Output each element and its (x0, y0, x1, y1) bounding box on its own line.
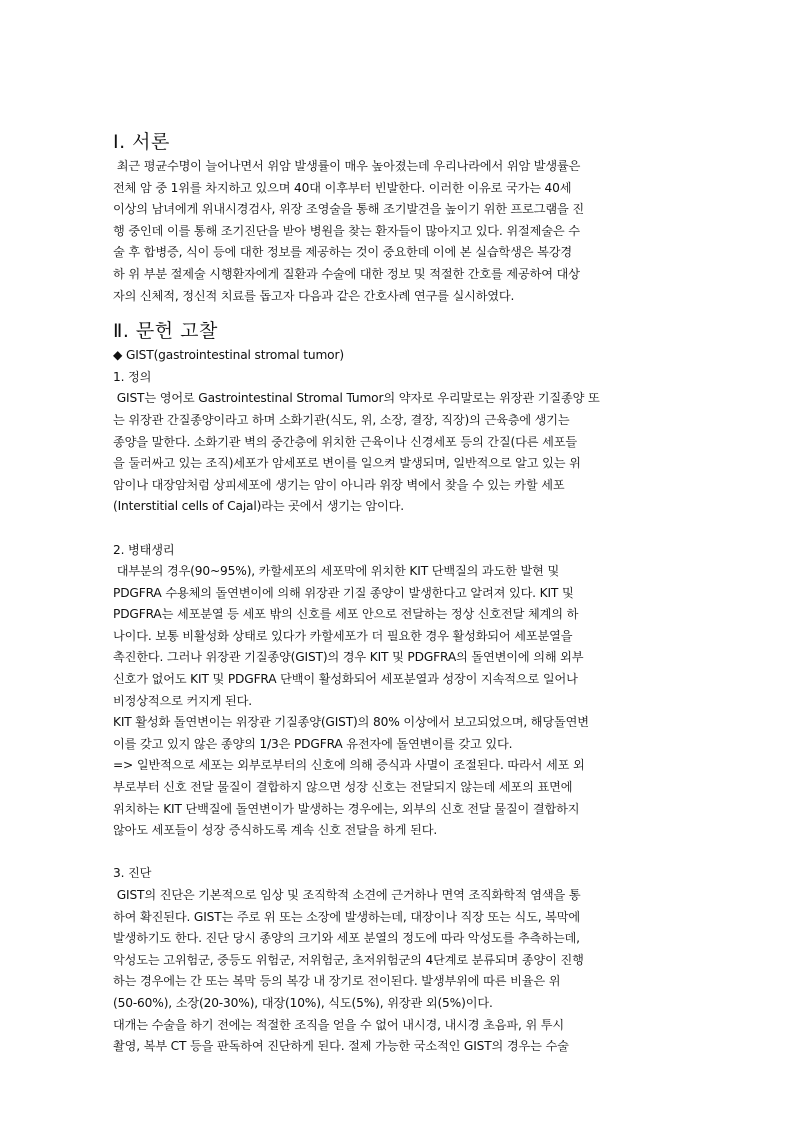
text-line: (Interstitial cells of Cajal)라는 곳에서 생기는 암이다. (113, 499, 404, 514)
text-line: 대부분의 경우(90~95%), 카할세포의 세포막에 위치한 KIT 단백질의 과도한 발현 및 (113, 564, 560, 579)
text-line: 촬영, 복부 CT 등을 판독하여 진단하게 된다. 절제 가능한 국소적인 GIST의 경우는 수술 (113, 1039, 569, 1054)
text-line: 행 중인데 이를 통해 조기진단을 받아 병원을 찾는 환자들이 많아지고 있다. 위절제술은 수 (113, 223, 580, 238)
text-line: 나이다. 보통 비활성화 상태로 있다가 카할세포가 더 필요한 경우 활성화되어 세포분열을 (113, 628, 573, 643)
text-line: 하는 경우에는 간 또는 복막 등의 복강 내 장기로 전이된다. 발생부위에 따른 비율은 위 (113, 974, 561, 989)
text-line: 하여 확진된다. GIST는 주로 위 또는 소장에 발생하는데, 대장이나 직장 또는 식도, 복막에 (113, 909, 581, 924)
text-line: GIST는 영어로 Gastrointestinal Stromal Tumor의 약자로 우리말로는 위장관 기질종양 또 (113, 391, 600, 406)
diagnosis-paragraph (113, 885, 681, 1058)
introduction-paragraph (113, 156, 681, 307)
text-line: 이를 갖고 있지 않은 종양의 1/3은 PDGFRA 유전자에 돌연변이를 갖고 있다. (113, 736, 513, 751)
text-line: 최근 평균수명이 늘어나면서 위암 발생률이 매우 높아졌는데 우리나라에서 위암 발생률은 (113, 159, 581, 173)
literature-review-body (113, 345, 681, 1058)
text-line: KIT 활성화 돌연변이는 위장관 기질종양(GIST)의 80% 이상에서 보고되었으며, 해당돌연변 (113, 715, 589, 730)
text-line: 이상의 남녀에게 위내시경검사, 위장 조영술을 통해 조기발견을 높이기 위한 프로그램을 진 (113, 202, 585, 217)
text-line: 대개는 수술을 하기 전에는 적절한 조직을 얻을 수 없어 내시경, 내시경 초음파, 위 투시 (113, 1017, 565, 1032)
section-heading-literature-review: Ⅱ. 문헌 고찰 (113, 320, 218, 343)
text-line: 술 후 합병증, 식이 등에 대한 정보를 제공하는 것이 중요한데 이에 본 실습학생은 복강경 (113, 245, 572, 260)
document-body (113, 128, 681, 1058)
text-line: 악성도는 고위험군, 중등도 위험군, 저위험군, 초저위험군의 4단계로 분류되며 종양이 진행 (113, 952, 584, 967)
subsection-title-definition: 1. 정의 (113, 369, 152, 384)
section-heading-introduction: Ⅰ. 서론 (113, 131, 170, 153)
text-line: GIST의 진단은 기본적으로 임상 및 조직학적 소견에 근거하나 면역 조직화학적 염색을 통 (113, 888, 581, 902)
subsection-title-pathophysiology: 2. 병태생리 (113, 542, 175, 557)
text-line: 암이나 대장암처럼 상피세포에 생기는 암이 아니라 위장 벽에서 찾을 수 있는 카할 세포 (113, 477, 565, 492)
pathophysiology-paragraph (113, 561, 681, 842)
subsection-title-diagnosis: 3. 진단 (113, 866, 152, 881)
text-line: 않아도 세포들이 성장 증식하도록 계속 신호 전달을 하게 된다. (113, 823, 438, 838)
text-line: => 일반적으로 세포는 외부로부터의 신호에 의해 증식과 사멸이 조절된다. 따라서 세포 외 (113, 758, 585, 773)
text-line: 신호가 없어도 KIT 및 PDGFRA 단백이 활성화되어 세포분열과 성장이 지속적으로 일어나 (113, 672, 578, 687)
text-line: 하 위 부분 절제술 시행환자에게 질환과 수술에 대한 정보 및 적절한 간호를 제공하여 대상 (113, 266, 580, 281)
definition-paragraph (113, 388, 681, 518)
text-line: 을 둘러싸고 있는 조직)세포가 암세포로 변이를 일으켜 발생되며, 일반적으로 알고 있는 위 (113, 456, 581, 471)
text-line: 종양을 말한다. 소화기관 벽의 중간층에 위치한 근육이나 신경세포 등의 간질(다른 세포들 (113, 434, 578, 449)
text-line: 비정상적으로 커지게 된다. (113, 693, 253, 708)
text-line: 전체 암 중 1위를 차지하고 있으며 40대 이후부터 빈발한다. 이러한 이유로 국가는 40세 (113, 180, 572, 195)
text-line: 위치하는 KIT 단백질에 돌연변이가 발생하는 경우에는, 외부의 신호 전달 물질이 결합하지 (113, 801, 580, 816)
text-line: 자의 신체적, 정신적 치료를 돕고자 다음과 같은 간호사례 연구를 실시하였다. (113, 288, 515, 303)
text-line: PDGFRA는 세포분열 등 세포 밖의 신호를 세포 안으로 전달하는 정상 신호전달 체계의 하 (113, 607, 579, 622)
text-line: (50-60%), 소장(20-30%), 대장(10%), 식도(5%), 위장관 외(5%)이다. (113, 995, 493, 1010)
text-line: 는 위장관 간질종양이라고 하며 소화기관(식도, 위, 소장, 결장, 직장)의 근육층에 생기는 (113, 412, 570, 427)
text-line: 촉진한다. 그러나 위장관 기질종양(GIST)의 경우 KIT 및 PDGFRA의 돌연변이에 의해 외부 (113, 650, 584, 665)
topic-title: ◆ GIST(gastrointestinal stromal tumor) (113, 348, 344, 363)
text-line: PDGFRA 수용체의 돌연변이에 의해 위장관 기질 종양이 발생한다고 알려져 있다. KIT 및 (113, 585, 574, 600)
text-line: 부로부터 신호 전달 물질이 결합하지 않으면 성장 신호는 전달되지 않는데 세포의 표면에 (113, 780, 573, 795)
text-line: 발생하기도 한다. 진단 당시 종양의 크기와 세포 분열의 정도에 따라 악성도를 추측하는데, (113, 931, 580, 946)
